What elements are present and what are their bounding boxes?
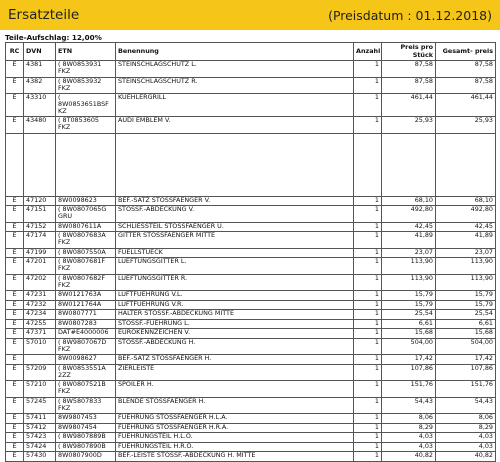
- cell-dvn: 47120: [24, 196, 56, 206]
- cell-rc: E: [6, 61, 24, 78]
- table-row: [6, 397, 496, 414]
- cell-total-price: 54,43: [436, 397, 496, 414]
- cell-qty: 1: [354, 196, 382, 206]
- cell-rc: E: [6, 397, 24, 414]
- cell-total-price: 6,61: [436, 319, 496, 329]
- cell-dvn: 57424: [24, 442, 56, 452]
- cell-qty: 1: [354, 442, 382, 452]
- cell-qty: 1: [354, 117, 382, 134]
- cell-qty: 1: [354, 338, 382, 355]
- cell-dvn: 47199: [24, 248, 56, 258]
- table-row: [6, 319, 496, 329]
- table-row: [6, 77, 496, 94]
- cell-rc: E: [6, 452, 24, 462]
- table-row: [6, 206, 496, 223]
- cell-unit-price: 113,90: [382, 258, 436, 275]
- cell-name: GITTER STOSSFAENGER MITTE: [116, 232, 354, 249]
- cell-dvn: 43480: [24, 117, 56, 134]
- cell-qty: 1: [354, 222, 382, 232]
- cell-name: LUFTFUEHRUNG V.R.: [116, 300, 354, 310]
- cell-rc: E: [6, 77, 24, 94]
- cell-qty: 1: [354, 77, 382, 94]
- table-row: [6, 61, 496, 78]
- cell-total-price: 4,03: [436, 442, 496, 452]
- page-title: Ersatzteile: [8, 7, 80, 23]
- cell-etn: 8W0098627: [56, 355, 116, 365]
- cell-rc: E: [6, 222, 24, 232]
- cell-dvn: 57210: [24, 381, 56, 398]
- cell-dvn: 47255: [24, 319, 56, 329]
- table-row: [6, 329, 496, 339]
- table-row: [6, 310, 496, 320]
- table-row: [6, 423, 496, 433]
- cell-qty: 1: [354, 94, 382, 117]
- cell-rc: E: [6, 423, 24, 433]
- cell-etn: ( 8W0807683A FKZ: [56, 232, 116, 249]
- cell-unit-price: 15,79: [382, 300, 436, 310]
- cell-rc: E: [6, 94, 24, 117]
- table-row: [6, 274, 496, 291]
- cell-rc: E: [6, 355, 24, 365]
- cell-qty: 1: [354, 300, 382, 310]
- cell-dvn: 57245: [24, 397, 56, 414]
- cell-name: FUELLSTUECK: [116, 248, 354, 258]
- cell-rc: E: [6, 310, 24, 320]
- cell-rc: E: [6, 232, 24, 249]
- cell-etn: 8W0807900D: [56, 452, 116, 462]
- cell-unit-price: 4,03: [382, 442, 436, 452]
- cell-total-price: 113,90: [436, 274, 496, 291]
- cell-name: SPOILER H.: [116, 381, 354, 398]
- cell-unit-price: 17,42: [382, 355, 436, 365]
- table-header-row: [6, 43, 496, 61]
- cell-total-price: 461,44: [436, 94, 496, 117]
- parts-surcharge: Teile-Aufschlag: 12,00%: [5, 33, 102, 42]
- table-row: [6, 414, 496, 424]
- cell-etn: ( 8W9807890B: [56, 442, 116, 452]
- cell-rc: E: [6, 414, 24, 424]
- cell-etn: ( 8W0807550A: [56, 248, 116, 258]
- cell-name: LUEFTUNGSGITTER L.: [116, 258, 354, 275]
- table-row: [6, 94, 496, 117]
- cell-rc: E: [6, 196, 24, 206]
- cell-rc: E: [6, 117, 24, 134]
- table-row: [6, 433, 496, 443]
- cell-qty: 1: [354, 452, 382, 462]
- table-body: [6, 61, 496, 462]
- cell-dvn: [24, 133, 56, 196]
- cell-unit-price: [382, 133, 436, 196]
- cell-total-price: 8,29: [436, 423, 496, 433]
- cell-unit-price: 151,76: [382, 381, 436, 398]
- cell-unit-price: 8,06: [382, 414, 436, 424]
- cell-qty: 1: [354, 423, 382, 433]
- col-header-rc: RC: [6, 43, 24, 61]
- cell-name: BLENDE STOSSFAENGER H.: [116, 397, 354, 414]
- cell-unit-price: 40,82: [382, 452, 436, 462]
- cell-dvn: 47151: [24, 206, 56, 223]
- cell-dvn: 47201: [24, 258, 56, 275]
- table-row: [6, 338, 496, 355]
- cell-rc: E: [6, 442, 24, 452]
- cell-unit-price: 68,10: [382, 196, 436, 206]
- cell-total-price: 107,86: [436, 364, 496, 381]
- cell-name: BEF.-SATZ STOSSFAENGER V.: [116, 196, 354, 206]
- cell-etn: ( 8W9807889B: [56, 433, 116, 443]
- cell-name: FUEHRUNG STOSSFAENGER H.L.A.: [116, 414, 354, 424]
- table-row: [6, 442, 496, 452]
- cell-total-price: 25,54: [436, 310, 496, 320]
- cell-total-price: 8,06: [436, 414, 496, 424]
- cell-name: FUEHRUNGSTEIL H.R.O.: [116, 442, 354, 452]
- cell-name: STOSSF.-ABDECKUNG H.: [116, 338, 354, 355]
- cell-total-price: 68,10: [436, 196, 496, 206]
- cell-rc: E: [6, 338, 24, 355]
- cell-name: EUROKENNZEICHEN V.: [116, 329, 354, 339]
- cell-rc: E: [6, 364, 24, 381]
- cell-qty: 1: [354, 61, 382, 78]
- col-header-unit-price: Preis pro Stück: [382, 43, 436, 61]
- cell-unit-price: 87,58: [382, 77, 436, 94]
- cell-qty: 1: [354, 355, 382, 365]
- cell-total-price: 15,68: [436, 329, 496, 339]
- cell-qty: 1: [354, 232, 382, 249]
- cell-qty: 1: [354, 433, 382, 443]
- cell-etn: ( 8W0853931 FKZ: [56, 61, 116, 78]
- parts-table: [5, 42, 496, 462]
- cell-name: FUEHRUNGSTEIL H.L.O.: [116, 433, 354, 443]
- cell-rc: E: [6, 381, 24, 398]
- cell-dvn: 47174: [24, 232, 56, 249]
- cell-total-price: 113,90: [436, 258, 496, 275]
- cell-qty: 1: [354, 397, 382, 414]
- cell-etn: ( 8W0807521B FKZ: [56, 381, 116, 398]
- cell-etn: 8W0807771: [56, 310, 116, 320]
- cell-etn: ( 8W0853551A 2ZZ: [56, 364, 116, 381]
- cell-dvn: 47202: [24, 274, 56, 291]
- cell-qty: 1: [354, 319, 382, 329]
- cell-total-price: 42,45: [436, 222, 496, 232]
- table-row: [6, 291, 496, 301]
- cell-name: STEINSCHLAGSCHUTZ L.: [116, 61, 354, 78]
- cell-etn: 8W0121763A: [56, 291, 116, 301]
- table-row: [6, 258, 496, 275]
- cell-qty: 1: [354, 381, 382, 398]
- cell-unit-price: 15,68: [382, 329, 436, 339]
- cell-unit-price: 107,86: [382, 364, 436, 381]
- cell-etn: 8W0121764A: [56, 300, 116, 310]
- cell-unit-price: 492,80: [382, 206, 436, 223]
- cell-rc: E: [6, 258, 24, 275]
- cell-rc: E: [6, 291, 24, 301]
- cell-dvn: 43310: [24, 94, 56, 117]
- cell-etn: DAT#E4000006: [56, 329, 116, 339]
- cell-etn: [56, 133, 116, 196]
- cell-unit-price: 87,58: [382, 61, 436, 78]
- cell-total-price: 151,76: [436, 381, 496, 398]
- cell-dvn: 57430: [24, 452, 56, 462]
- cell-unit-price: 15,79: [382, 291, 436, 301]
- cell-etn: 8W0807283: [56, 319, 116, 329]
- cell-total-price: 23,07: [436, 248, 496, 258]
- cell-unit-price: 54,43: [382, 397, 436, 414]
- cell-qty: 1: [354, 274, 382, 291]
- cell-total-price: 41,89: [436, 232, 496, 249]
- cell-rc: E: [6, 206, 24, 223]
- cell-name: STOSSF.-FUEHRUNG L.: [116, 319, 354, 329]
- cell-rc: E: [6, 433, 24, 443]
- cell-etn: ( 8W0853651BSF KZ: [56, 94, 116, 117]
- cell-total-price: 25,93: [436, 117, 496, 134]
- cell-qty: 1: [354, 364, 382, 381]
- col-header-name: Benennung: [116, 43, 354, 61]
- table-row: [6, 300, 496, 310]
- cell-rc: E: [6, 300, 24, 310]
- cell-unit-price: 23,07: [382, 248, 436, 258]
- cell-dvn: 57209: [24, 364, 56, 381]
- cell-dvn: 4382: [24, 77, 56, 94]
- cell-rc: E: [6, 248, 24, 258]
- cell-dvn: 47232: [24, 300, 56, 310]
- cell-unit-price: 6,61: [382, 319, 436, 329]
- cell-name: AUDI EMBLEM V.: [116, 117, 354, 134]
- cell-name: KUEHLERGRILL: [116, 94, 354, 117]
- cell-dvn: 57423: [24, 433, 56, 443]
- table-row: [6, 355, 496, 365]
- table-row: [6, 222, 496, 232]
- cell-qty: 1: [354, 310, 382, 320]
- cell-dvn: [24, 355, 56, 365]
- cell-total-price: 15,79: [436, 300, 496, 310]
- cell-etn: ( 8W0807065G GRU: [56, 206, 116, 223]
- cell-rc: E: [6, 329, 24, 339]
- cell-unit-price: 8,29: [382, 423, 436, 433]
- cell-name: LUEFTUNGSGITTER R.: [116, 274, 354, 291]
- cell-unit-price: 113,90: [382, 274, 436, 291]
- price-date: (Preisdatum : 01.12.2018): [328, 7, 492, 23]
- cell-etn: 8W0807611A: [56, 222, 116, 232]
- table-row: [6, 196, 496, 206]
- cell-unit-price: 504,00: [382, 338, 436, 355]
- col-header-etn: ETN: [56, 43, 116, 61]
- cell-unit-price: 42,45: [382, 222, 436, 232]
- cell-unit-price: 41,89: [382, 232, 436, 249]
- cell-dvn: 47231: [24, 291, 56, 301]
- cell-total-price: [436, 133, 496, 196]
- cell-unit-price: 461,44: [382, 94, 436, 117]
- cell-total-price: 17,42: [436, 355, 496, 365]
- cell-etn: ( 8W0853932 FKZ: [56, 77, 116, 94]
- cell-name: HALTER STOSSF.-ABDECKUNG MITTE: [116, 310, 354, 320]
- cell-name: ZIERLEISTE: [116, 364, 354, 381]
- cell-dvn: 57412: [24, 423, 56, 433]
- cell-etn: ( 8W5807833 FKZ: [56, 397, 116, 414]
- cell-total-price: 504,00: [436, 338, 496, 355]
- cell-name: STOSSF.-ABDECKUNG V.: [116, 206, 354, 223]
- table-row: [6, 248, 496, 258]
- cell-name: BEF.-SATZ STOSSFAENGER H.: [116, 355, 354, 365]
- cell-etn: ( 8W0807682F FKZ: [56, 274, 116, 291]
- cell-total-price: 87,58: [436, 77, 496, 94]
- cell-name: STEINSCHLAGSCHUTZ R.: [116, 77, 354, 94]
- table-row: [6, 232, 496, 249]
- cell-total-price: 4,03: [436, 433, 496, 443]
- cell-dvn: 57010: [24, 338, 56, 355]
- page-header: [0, 0, 500, 30]
- cell-unit-price: 25,54: [382, 310, 436, 320]
- cell-qty: 1: [354, 291, 382, 301]
- cell-qty: [354, 133, 382, 196]
- cell-unit-price: 4,03: [382, 433, 436, 443]
- cell-etn: ( 8W9807067D FKZ: [56, 338, 116, 355]
- cell-qty: 1: [354, 414, 382, 424]
- cell-name: [116, 133, 354, 196]
- col-header-dvn: DVN: [24, 43, 56, 61]
- col-header-total-price: Gesamt- preis: [436, 43, 496, 61]
- cell-rc: [6, 133, 24, 196]
- cell-name: SCHLIESSTEIL STOSSFAENGER U.: [116, 222, 354, 232]
- cell-total-price: 492,80: [436, 206, 496, 223]
- cell-dvn: 47234: [24, 310, 56, 320]
- cell-qty: 1: [354, 329, 382, 339]
- cell-rc: E: [6, 274, 24, 291]
- cell-etn: 8W0098623: [56, 196, 116, 206]
- cell-qty: 1: [354, 258, 382, 275]
- cell-qty: 1: [354, 248, 382, 258]
- cell-name: LUFTFUEHRUNG V.L.: [116, 291, 354, 301]
- cell-etn: 8W9807453: [56, 414, 116, 424]
- cell-etn: ( 8W0807681F FKZ: [56, 258, 116, 275]
- cell-unit-price: 25,93: [382, 117, 436, 134]
- table-row-empty: [6, 133, 496, 196]
- cell-etn: 8W9807454: [56, 423, 116, 433]
- cell-total-price: 15,79: [436, 291, 496, 301]
- cell-rc: E: [6, 319, 24, 329]
- table-row: [6, 117, 496, 134]
- table-row: [6, 452, 496, 462]
- cell-total-price: 87,58: [436, 61, 496, 78]
- cell-dvn: 47371: [24, 329, 56, 339]
- cell-dvn: 57411: [24, 414, 56, 424]
- cell-qty: 1: [354, 206, 382, 223]
- table-row: [6, 364, 496, 381]
- cell-name: FUEHRUNG STOSSFAENGER H.R.A.: [116, 423, 354, 433]
- col-header-qty: Anzahl: [354, 43, 382, 61]
- table-row: [6, 381, 496, 398]
- cell-dvn: 4381: [24, 61, 56, 78]
- cell-dvn: 47152: [24, 222, 56, 232]
- cell-name: BEF.-LEISTE STOSSF.-ABDECKUNG H. MITTE: [116, 452, 354, 462]
- cell-total-price: 40,82: [436, 452, 496, 462]
- cell-etn: ( 8T0853605 FKZ: [56, 117, 116, 134]
